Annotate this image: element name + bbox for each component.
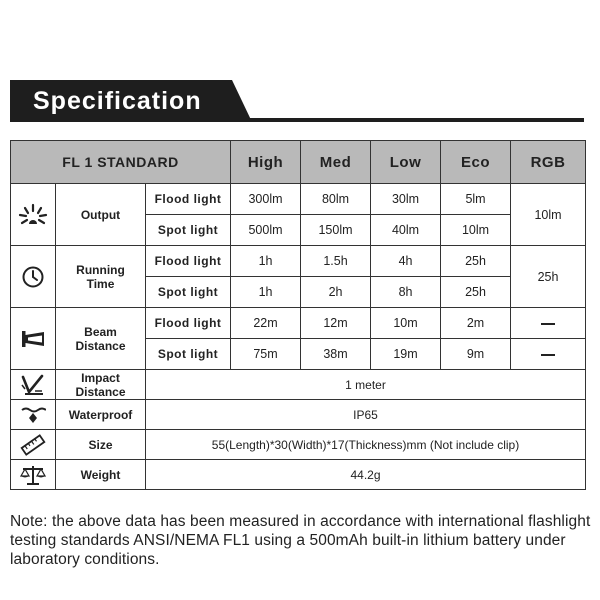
dash-icon xyxy=(541,323,555,325)
running-time-label-line2: Time xyxy=(86,276,115,291)
scale-icon xyxy=(11,460,56,490)
output-rgb: 10lm xyxy=(511,184,586,246)
weight-value: 44.2g xyxy=(146,460,586,490)
beam-spot-rgb xyxy=(511,339,586,370)
running-spot-low: 8h xyxy=(371,277,441,308)
running-rgb: 25h xyxy=(511,246,586,308)
impact-label-line1: Impact xyxy=(81,370,120,385)
output-spot-med: 150lm xyxy=(301,215,371,246)
spec-banner xyxy=(10,80,584,122)
impact-distance-value: 1 meter xyxy=(146,370,586,400)
output-flood-label: Flood light xyxy=(146,184,231,215)
table-row xyxy=(11,246,586,277)
output-spot-low: 40lm xyxy=(371,215,441,246)
beam-distance-label xyxy=(56,308,146,370)
impact-label-line2: Distance xyxy=(75,384,126,399)
table-row xyxy=(11,400,586,430)
weight-label: Weight xyxy=(56,460,146,490)
clock-icon xyxy=(11,246,56,308)
running-flood-eco: 25h xyxy=(441,246,511,277)
beam-spot-high: 75m xyxy=(231,339,301,370)
running-flood-low: 4h xyxy=(371,246,441,277)
header-eco: Eco xyxy=(441,141,511,184)
table-row xyxy=(11,184,586,215)
beam-flood-high: 22m xyxy=(231,308,301,339)
running-flood-med: 1.5h xyxy=(301,246,371,277)
header-med: Med xyxy=(301,141,371,184)
beam-flood-low: 10m xyxy=(371,308,441,339)
beam-flood-med: 12m xyxy=(301,308,371,339)
output-label: Output xyxy=(56,184,146,246)
output-spot-eco: 10lm xyxy=(441,215,511,246)
beam-icon xyxy=(11,308,56,370)
beam-spot-eco: 9m xyxy=(441,339,511,370)
table-header-row xyxy=(11,141,586,184)
running-flood-high: 1h xyxy=(231,246,301,277)
ruler-icon xyxy=(11,430,56,460)
output-spot-label: Spot light xyxy=(146,215,231,246)
footnote: Note: the above data has been measured in accordance with international flashlight testing standards ANSI/NEMA FL1 using a 500mAh built-in lithium battery under laboratory conditions. xyxy=(10,513,591,568)
table-row xyxy=(11,430,586,460)
impact-distance-label xyxy=(56,370,146,400)
impact-icon xyxy=(11,370,56,400)
beam-distance-label-line1: Beam xyxy=(84,324,117,339)
beam-distance-label-line2: Distance xyxy=(75,338,126,353)
output-flood-high: 300lm xyxy=(231,184,301,215)
table-row xyxy=(11,460,586,490)
light-burst-icon xyxy=(11,184,56,246)
beam-spot-low: 19m xyxy=(371,339,441,370)
running-time-label-line1: Running xyxy=(76,262,125,277)
beam-spot-med: 38m xyxy=(301,339,371,370)
waterproof-value: IP65 xyxy=(146,400,586,430)
size-value: 55(Length)*30(Width)*17(Thickness)mm (Not include clip) xyxy=(146,430,586,460)
waterproof-label: Waterproof xyxy=(56,400,146,430)
page-title: Specification xyxy=(33,87,202,115)
dash-icon xyxy=(541,354,555,356)
size-label: Size xyxy=(56,430,146,460)
running-spot-high: 1h xyxy=(231,277,301,308)
running-spot-eco: 25h xyxy=(441,277,511,308)
beam-spot-label: Spot light xyxy=(146,339,231,370)
running-spot-med: 2h xyxy=(301,277,371,308)
water-drop-icon xyxy=(11,400,56,430)
beam-flood-eco: 2m xyxy=(441,308,511,339)
beam-flood-label: Flood light xyxy=(146,308,231,339)
header-standard: FL 1 STANDARD xyxy=(11,141,231,184)
running-flood-label: Flood light xyxy=(146,246,231,277)
header-high: High xyxy=(231,141,301,184)
output-spot-high: 500lm xyxy=(231,215,301,246)
output-flood-low: 30lm xyxy=(371,184,441,215)
output-flood-med: 80lm xyxy=(301,184,371,215)
header-rgb: RGB xyxy=(511,141,586,184)
beam-flood-rgb xyxy=(511,308,586,339)
running-spot-label: Spot light xyxy=(146,277,231,308)
header-low: Low xyxy=(371,141,441,184)
table-row xyxy=(11,308,586,339)
running-time-label xyxy=(56,246,146,308)
table-row xyxy=(11,370,586,400)
output-flood-eco: 5lm xyxy=(441,184,511,215)
spec-table xyxy=(10,140,586,490)
